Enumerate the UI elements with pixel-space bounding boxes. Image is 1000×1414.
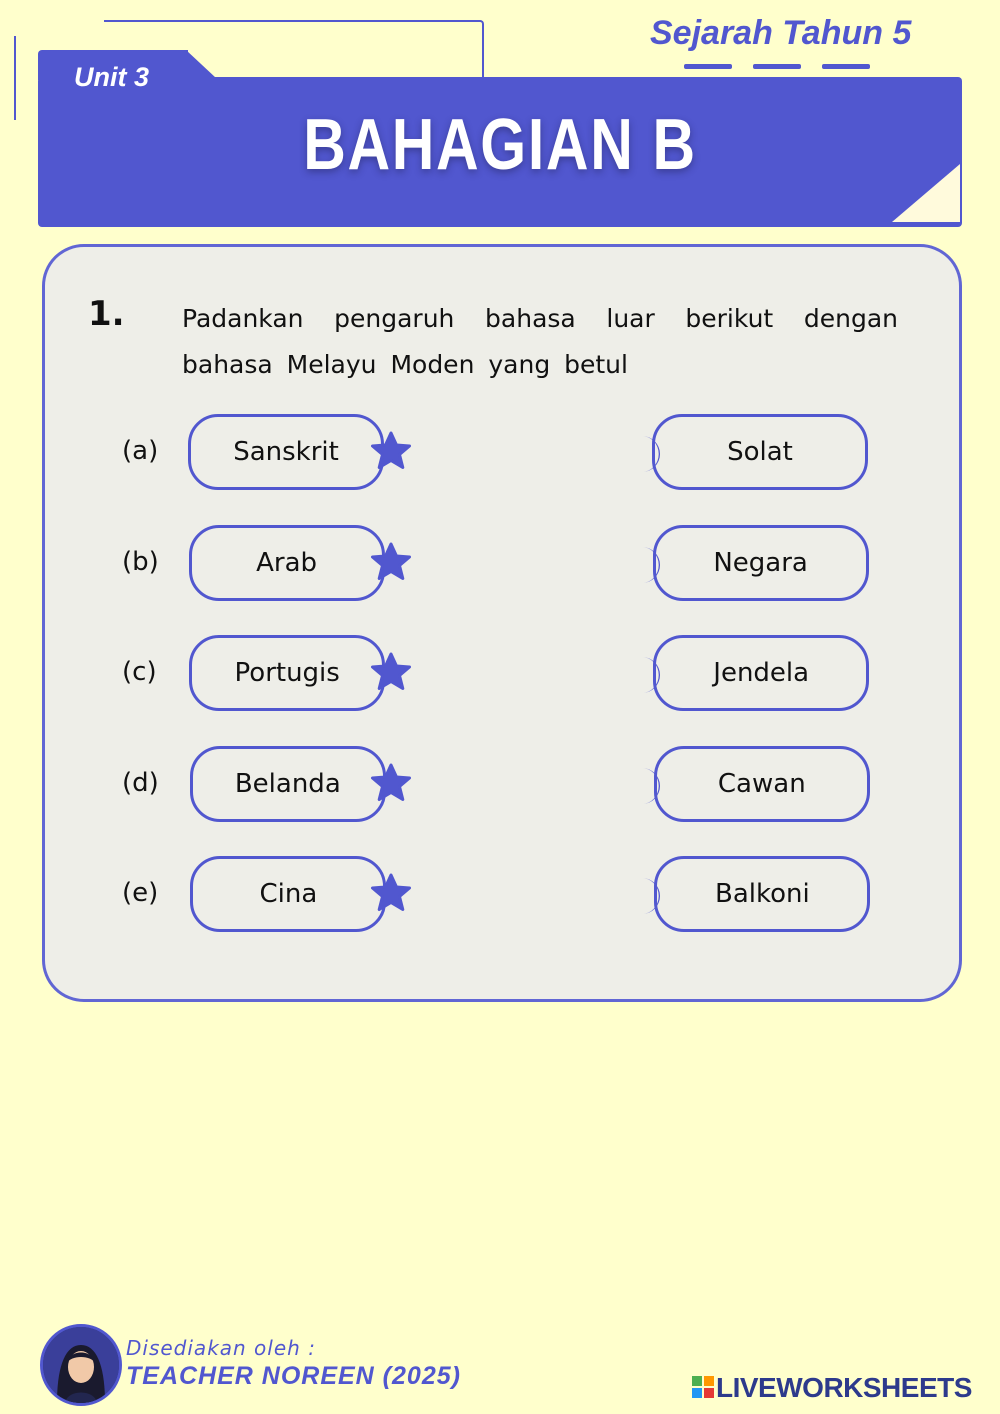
crescent-icon[interactable]	[632, 766, 668, 806]
right-option[interactable]: Solat	[652, 414, 868, 490]
row-label: (d)	[122, 768, 159, 798]
author-name: TEACHER NOREEN (2025)	[126, 1362, 461, 1390]
left-option[interactable]: Arab	[189, 525, 385, 601]
subject-underline-dash	[684, 64, 732, 69]
star-icon[interactable]	[369, 651, 413, 695]
star-icon[interactable]	[369, 430, 413, 474]
star-icon[interactable]	[369, 541, 413, 585]
subject-underline-dash	[822, 64, 870, 69]
crescent-icon[interactable]	[632, 876, 668, 916]
unit-label: Unit 3	[74, 62, 150, 92]
left-option[interactable]: Cina	[190, 856, 386, 932]
right-option[interactable]: Cawan	[654, 746, 870, 822]
crescent-icon[interactable]	[632, 434, 668, 474]
right-option[interactable]: Negara	[653, 525, 869, 601]
right-option[interactable]: Jendela	[653, 635, 869, 711]
subject-underline-dash	[753, 64, 801, 69]
prepared-by-label: Disediakan oleh :	[126, 1336, 316, 1360]
row-label: (e)	[122, 878, 159, 908]
left-option[interactable]: Sanskrit	[188, 414, 384, 490]
star-icon[interactable]	[369, 762, 413, 806]
crescent-icon[interactable]	[632, 545, 668, 585]
question-text: Padankan pengaruh bahasa luar berikut dengan bahasa Melayu Moden yang betul	[182, 304, 898, 379]
unit-tab-slope	[186, 50, 216, 78]
star-icon[interactable]	[369, 872, 413, 916]
left-option[interactable]: Belanda	[190, 746, 386, 822]
crescent-icon[interactable]	[632, 655, 668, 695]
subject-title: Sejarah Tahun 5	[650, 14, 912, 52]
liveworksheets-logo-icon	[692, 1376, 714, 1398]
question-number: 1.	[88, 294, 125, 334]
header-decor-notch	[14, 18, 104, 36]
page-title: BAHAGIAN B	[303, 105, 697, 185]
row-label: (c)	[122, 657, 157, 687]
row-label: (a)	[122, 436, 159, 466]
brand-name: LIVEWORKSHEETS	[716, 1372, 972, 1403]
left-option[interactable]: Portugis	[189, 635, 385, 711]
author-avatar	[40, 1324, 122, 1406]
right-option[interactable]: Balkoni	[654, 856, 870, 932]
row-label: (b)	[122, 547, 159, 577]
author-portrait-icon	[43, 1327, 119, 1403]
